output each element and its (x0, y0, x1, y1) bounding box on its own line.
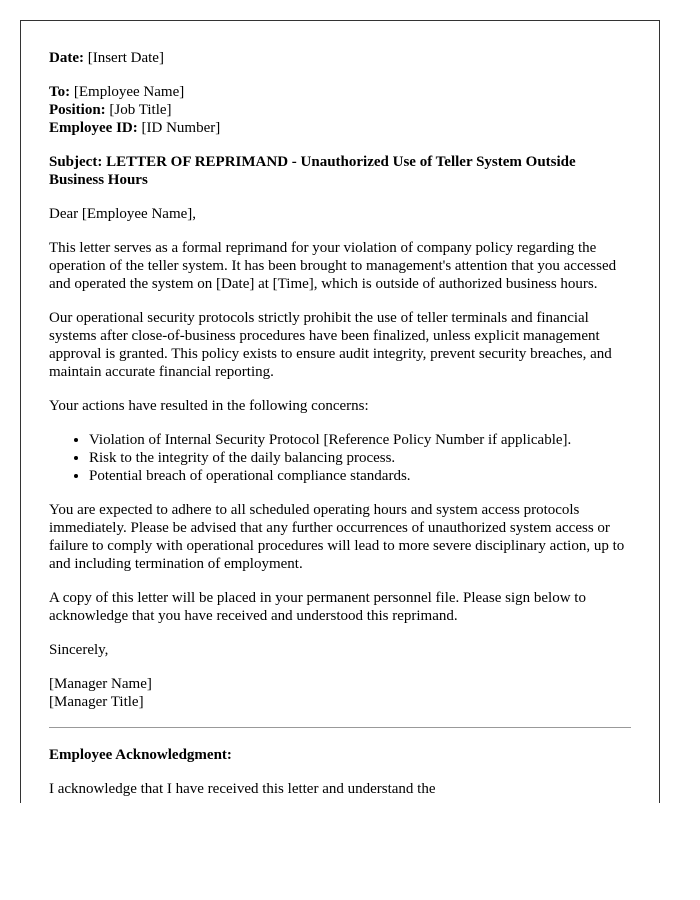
divider (49, 727, 631, 728)
to-label: To: (49, 84, 71, 100)
letter-page (20, 20, 660, 803)
id-label: Employee ID: (49, 120, 138, 136)
recipient-block (49, 83, 631, 137)
position-label: Position: (49, 102, 106, 118)
body-paragraph: Your actions have resulted in the following concerns: (49, 398, 369, 414)
body-paragraph: Our operational security protocols strictly prohibit the use of teller terminals and financial systems after close-of-business procedures have been finalized, unless explicit management approval is granted. This policy exists to ensure audit integrity, prevent security breaches, and maintain accurate financial reporting. (49, 310, 612, 380)
date-line (49, 49, 631, 67)
list-item: • Violation of Internal Security Protocol [Reference Policy Number if applicable]. (89, 431, 631, 449)
signature-block (49, 675, 631, 711)
to-value: [Employee Name] (73, 84, 185, 100)
manager-title: [Manager Title] (49, 694, 144, 710)
ack-heading (49, 746, 631, 764)
body-paragraph: This letter serves as a formal reprimand for your violation of company policy regarding the operation of the teller system. It has been brought to management's attention that you accessed and operated the system on [Date] at [Time], which is outside of authorized business hours. (49, 240, 617, 292)
manager-name: [Manager Name] (49, 676, 152, 692)
ack-heading-text: Employee Acknowledgment: (49, 747, 232, 763)
concerns-list (49, 431, 631, 485)
date-label: Date: (49, 50, 84, 66)
id-value: [ID Number] (141, 120, 221, 136)
position-value: [Job Title] (109, 102, 172, 118)
closing: Sincerely, (49, 642, 109, 658)
list-item: • Risk to the integrity of the daily balancing process. (89, 449, 631, 467)
list-item: • Potential breach of operational compliance standards. (89, 467, 631, 485)
subject-text: Subject: LETTER OF REPRIMAND - Unauthorized Use of Teller System Outside Business Hours (49, 154, 576, 188)
subject-line (49, 153, 631, 189)
body-paragraph: You are expected to adhere to all scheduled operating hours and system access protocols immediately. Please be advised that any further occurrences of unauthorized system access or failure to comply with operational procedures will lead to more severe disciplinary action, up to and including termination of employment. (49, 502, 625, 572)
body-paragraph: A copy of this letter will be placed in your permanent personnel file. Please sign below to acknowledge that you have received and understood this reprimand. (49, 590, 586, 624)
salutation: Dear [Employee Name], (49, 206, 197, 222)
date-value: [Insert Date] (87, 50, 164, 66)
ack-text: I acknowledge that I have received this letter and understand the (49, 781, 436, 797)
